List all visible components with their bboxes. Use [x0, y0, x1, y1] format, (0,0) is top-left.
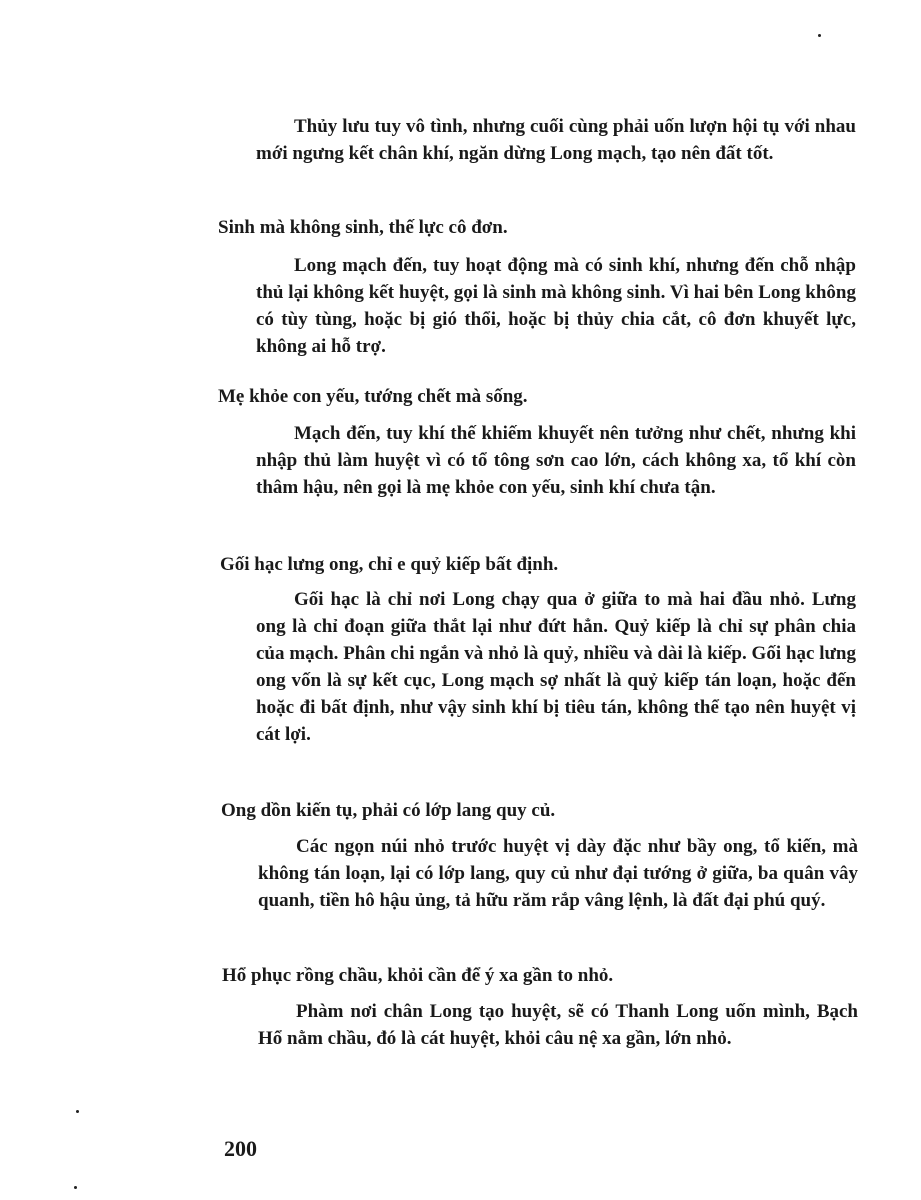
- heading-goi-hac-lung-ong: Gối hạc lưng ong, chỉ e quỷ kiếp bất định.: [220, 554, 559, 575]
- scan-speck: [76, 1110, 79, 1113]
- scan-speck: [74, 1186, 77, 1189]
- paragraph-5: Các ngọn núi nhỏ trước huyệt vị dày đặc như bầy ong, tổ kiến, mà không tán loạn, lại có lớp lang, quy củ như đại tướng ở giữa, ba quân vây quanh, tiền hô hậu ủng, tả hữu răm rắp vâng lệnh, là đất đại phú quý.: [258, 836, 858, 911]
- heading-ho-phuc-rong-chau: Hổ phục rồng chầu, khỏi cần để ý xa gần to nhỏ.: [222, 965, 614, 986]
- heading-sinh-ma-khong-sinh: Sinh mà không sinh, thế lực cô đơn.: [218, 217, 508, 238]
- paragraph-6: Phàm nơi chân Long tạo huyệt, sẽ có Thanh Long uốn mình, Bạch Hổ nằm chầu, đó là cát huyệt, khỏi câu nệ xa gần, lớn nhỏ.: [258, 1001, 858, 1049]
- paragraph-1: Thủy lưu tuy vô tình, nhưng cuối cùng phải uốn lượn hội tụ với nhau mới ngưng kết chân khí, ngăn dừng Long mạch, tạo nên đất tốt.: [256, 116, 856, 164]
- page-number: 200: [224, 1136, 257, 1161]
- heading-me-khoe-con-yeu: Mẹ khỏe con yếu, tướng chết mà sống.: [218, 386, 528, 407]
- paragraph-3: Mạch đến, tuy khí thế khiếm khuyết nên tưởng như chết, nhưng khi nhập thủ làm huyệt vì có tổ tông sơn cao lớn, cách không xa, tổ khí còn thâm hậu, nên gọi là mẹ khỏe con yếu, sinh khí chưa tận.: [256, 423, 856, 498]
- paragraph-4: Gối hạc là chỉ nơi Long chạy qua ở giữa to mà hai đầu nhỏ. Lưng ong là chỉ đoạn giữa thắt lại như đứt hẳn. Quỷ kiếp là chỉ sự phân chia của mạch. Phân chi ngắn và nhỏ là quỷ, nhiều và dài là kiếp. Gối hạc lưng ong vốn là sự kết cục, Long mạch sợ nhất là quỷ kiếp tán loạn, hoặc đến hoặc đi bất định, như vậy sinh khí bị tiêu tán, không thể tạo nên huyệt vị cát lợi.: [256, 589, 856, 745]
- scan-speck: [818, 34, 821, 37]
- heading-ong-don-kien-tu: Ong dồn kiến tụ, phải có lớp lang quy củ.: [221, 800, 556, 821]
- paragraph-2: Long mạch đến, tuy hoạt động mà có sinh khí, nhưng đến chỗ nhập thủ lại không kết huyệt, gọi là sinh mà không sinh. Vì hai bên Long không có tùy tùng, hoặc bị gió thổi, hoặc bị thủy chia cắt, cô đơn khuyết lực, không ai hỗ trợ.: [256, 255, 856, 357]
